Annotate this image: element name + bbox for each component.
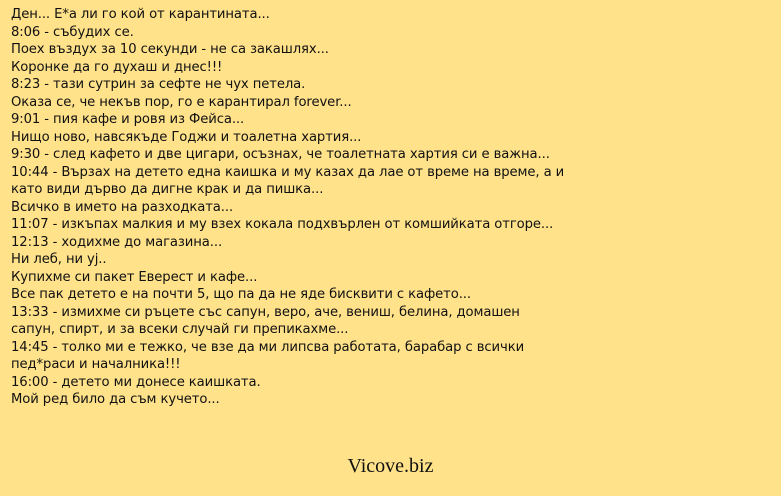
text-line: 14:45 - толко ми е тежко, че взе да ми липсва работата, барабар с всички [11, 339, 525, 355]
text-line: 16:00 - детето ми донесе каишката. [11, 374, 261, 390]
text-line: Всичко в името на разходката... [11, 199, 234, 215]
text-line: пед*раси и началника!!! [11, 357, 181, 372]
text-line: Ден... Е*а ли го кой от карантината... [11, 7, 270, 22]
text-line: 11:07 - изкъпах малкия и му взех кокала подхвърлен от комшийката отгоре... [11, 217, 554, 232]
text-line: Ни леб, ни уј.. [11, 252, 107, 267]
text-line: 8:23 - тази сутрин за сефте не чух петела. [11, 77, 306, 92]
text-line: Коронке да го духаш и днес!!! [11, 59, 223, 75]
text-line: Оказа се, че некъв пор, го е карантирал forever... [11, 94, 352, 110]
text-line: Мой ред било да съм кучето... [11, 392, 220, 407]
text-line: Все пак детето е на почти 5, щo па да не яде бисквити с кафето... [11, 287, 471, 302]
text-line: Нищо ново, навсякъде Годжи и тоалетна хартия... [11, 129, 362, 145]
text-line: 13:33 - измихме си ръцете със сапун, веро, аче, вениш, белина, домашен [11, 304, 520, 320]
text-line: 9:30 - след кафето и две цигари, осъзнах, че тоалетната хартия си е важна... [11, 147, 550, 162]
text-line: сапун, спирт, и за всеки случай ги препикахме... [11, 322, 349, 337]
text-line: 10:44 - Вързах на детето една каишка и му казах да лае от време на време, а и [11, 164, 565, 180]
site-watermark: Vicove.biz [347, 455, 434, 477]
text-line: Поех въздух за 10 секунди - не са закашлях... [11, 42, 329, 57]
text-line: 8:06 - събудих се. [11, 24, 134, 40]
joke-text [11, 6, 773, 409]
text-line: като види дърво да дигне крак и да пишка... [11, 182, 324, 197]
text-line: 12:13 - ходихме до магазина... [11, 234, 223, 250]
text-line: 9:01 - пия кафе и ровя из Фейса... [11, 112, 245, 127]
text-line: Купихме си пакет Еверест и кафе... [11, 269, 258, 285]
